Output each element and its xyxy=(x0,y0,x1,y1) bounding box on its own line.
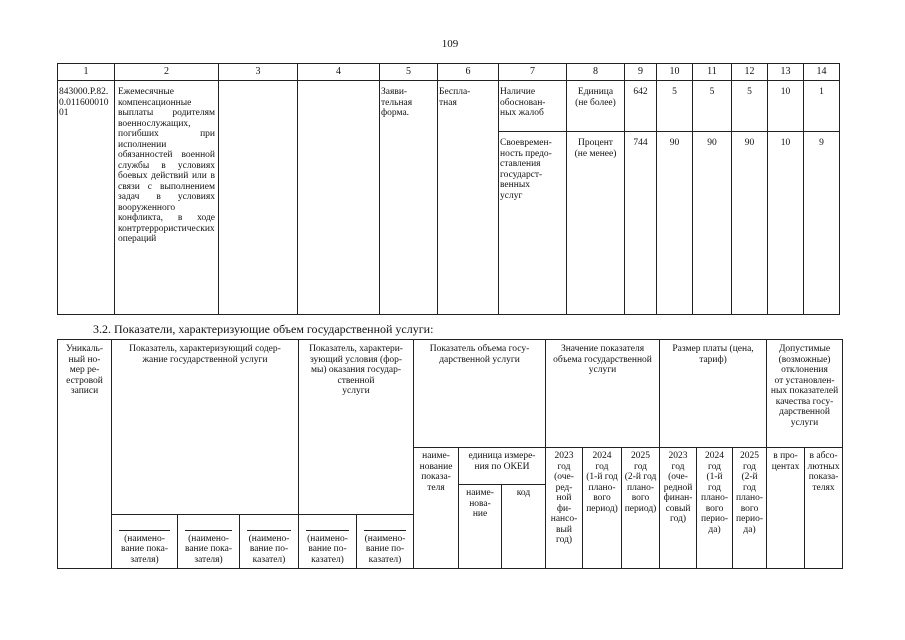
header-okei-unit: единица измере- ния по ОКЕИ xyxy=(459,448,546,485)
condition-indicator-name: (наимено- вание по- казател) xyxy=(299,515,357,569)
volume-indicators-table xyxy=(57,339,843,569)
value-2023: 5 xyxy=(657,81,693,132)
header-price-2025: 2025 год (2-й год плано- вого перио- да) xyxy=(733,448,767,569)
col-num: 4 xyxy=(298,64,380,81)
header-volume-value: Значение показателя объема государственной услуги xyxy=(546,340,660,448)
header-deviation-absolute: в абсо- лютных показа- телях xyxy=(805,448,843,569)
content-indicator-name: (наимено- вание пока- зателя) xyxy=(112,515,178,569)
header-registry-number: Уникаль- ный но- мер ре- естровой записи xyxy=(58,340,112,569)
okei-code: 642 xyxy=(625,81,657,132)
deviation-percent: 10 xyxy=(768,132,804,315)
header-price-2024: 2024 год (1-й год плано- вого перио- да) xyxy=(697,448,733,569)
header-price-2023: 2023 год (оче- редной финан- совый год) xyxy=(660,448,697,569)
value-2023: 90 xyxy=(657,132,693,315)
value-2025: 90 xyxy=(732,132,768,315)
header-unit-code: код xyxy=(502,485,546,569)
deviation-absolute: 9 xyxy=(804,132,840,315)
column-number-row xyxy=(58,64,840,81)
deviation-absolute: 1 xyxy=(804,81,840,132)
header-deviation: Допустимые (возможные) отклонения от установлен- ных показателей качества госу- дарственной услуги xyxy=(767,340,843,448)
empty-cell xyxy=(219,81,298,315)
col-num: 11 xyxy=(693,64,732,81)
header-unit-name: наиме- нова- ние xyxy=(459,485,502,569)
empty-cell xyxy=(298,81,380,315)
header-value-2024: 2024 год (1-й год плано- вого период) xyxy=(583,448,622,569)
col-num: 10 xyxy=(657,64,693,81)
service-form: Заяви- тельная форма. xyxy=(380,81,438,315)
indicator-name: Своевремен- ность предо- ставления государст- венных услуг xyxy=(499,132,567,315)
header-price: Размер платы (цена, тариф) xyxy=(660,340,767,448)
col-num: 5 xyxy=(380,64,438,81)
col-num: 1 xyxy=(58,64,115,81)
col-num: 12 xyxy=(732,64,768,81)
table-row xyxy=(58,81,840,132)
header-service-conditions: Показатель, характери- зующий условия (фор- мы) оказания государ- ственной услуги xyxy=(299,340,414,515)
okei-code: 744 xyxy=(625,132,657,315)
header-volume-indicator: Показатель объема госу- дарственной услуги xyxy=(414,340,546,448)
value-2024: 5 xyxy=(693,81,732,132)
col-num: 14 xyxy=(804,64,840,81)
col-num: 2 xyxy=(115,64,219,81)
service-fee: Беспла- тная xyxy=(438,81,499,315)
col-num: 6 xyxy=(438,64,499,81)
indicator-name: Наличие обоснован- ных жалоб xyxy=(499,81,567,132)
indicator-unit: Процент (не менее) xyxy=(567,132,625,315)
header-indicator-name: наиме- нование показа- теля xyxy=(414,448,459,569)
deviation-percent: 10 xyxy=(768,81,804,132)
header-service-content: Показатель, характеризующий содер- жание государственной услуги xyxy=(112,340,299,515)
content-indicator-name: (наимено- вание пока- зателя) xyxy=(178,515,240,569)
header-value-2025: 2025 год (2-й год плано- вого период) xyxy=(622,448,660,569)
header-value-2023: 2023 год (оче- ред- ной фи- нансо- вый год) xyxy=(546,448,583,569)
registry-number: 843000.Р.82. 0.011600010 01 xyxy=(58,81,115,315)
col-num: 7 xyxy=(499,64,567,81)
col-num: 9 xyxy=(625,64,657,81)
service-content: Ежемесячные компенсационные выплаты родителям военнослужащих, погибших при исполнении обязанностей военной службы в условиях боевых действий или в связи с выполнением задач в условиях вооруженного конфликта, в ходе контртеррористических операций xyxy=(115,81,219,315)
value-2025: 5 xyxy=(732,81,768,132)
value-2024: 90 xyxy=(693,132,732,315)
content-indicator-name: (наимено- вание по- казател) xyxy=(240,515,299,569)
section-title: 3.2. Показатели, характеризующие объем государственной услуги: xyxy=(93,322,434,336)
col-num: 13 xyxy=(768,64,804,81)
header-deviation-percent: в про- центах xyxy=(767,448,805,569)
page-number: 109 xyxy=(441,38,459,50)
col-num: 8 xyxy=(567,64,625,81)
condition-indicator-name: (наимено- вание по- казател) xyxy=(357,515,414,569)
col-num: 3 xyxy=(219,64,298,81)
quality-indicators-table xyxy=(57,63,840,315)
indicator-unit: Единица (не более) xyxy=(567,81,625,132)
